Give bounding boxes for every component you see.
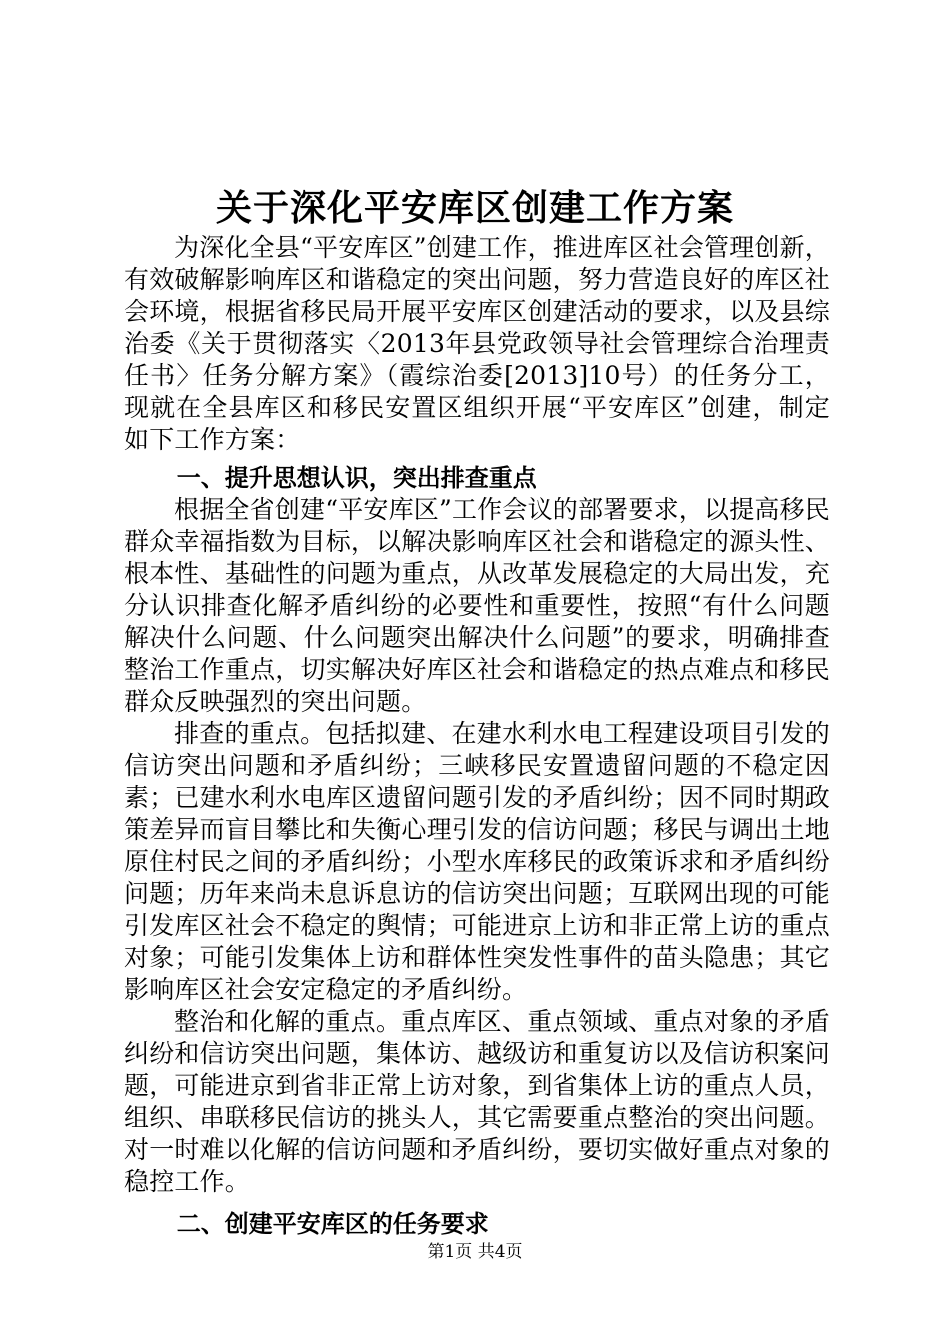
page-number: 第1页 共4页: [427, 1242, 523, 1262]
section-1-heading: 一、提升思想认识，突出排查重点: [176, 464, 537, 492]
section-2-heading: 二、创建平安库区的任务要求: [176, 1210, 489, 1238]
section-1-paragraph-1: 根据全省创建“平安库区”工作会议的部署要求，以提高移民群众幸福指数为目标，以解决影响库区社会和谐稳定的源头性、根本性、基础性的问题为重点，从改革发展稳定的大局出发，充分认识排查化解矛盾纠纷的必要性和重要性，按照“有什么问题解决什么问题、什么问题突出解决什么问题”的要求，明确排查整治工作重点，切实解决好库区社会和谐稳定的热点难点和移民群众反映强烈的突出问题。: [124, 495, 830, 716]
document-title: 关于深化平安库区创建工作方案: [215, 188, 734, 229]
document-body: [124, 232, 830, 1240]
section-1-paragraph-3: 整治和化解的重点。重点库区、重点领域、重点对象的矛盾纠纷和信访突出问题，集体访、越级访和重复访以及信访积案问题，可能进京到省非正常上访对象，到省集体上访的重点人员，组织、串联移民信访的挑头人，其它需要重点整治的突出问题。对一时难以化解的信访问题和矛盾纠纷，要切实做好重点对象的稳控工作。: [124, 1007, 830, 1196]
intro-paragraph: 为深化全县“平安库区”创建工作，推进库区社会管理创新，有效破解影响库区和谐稳定的突出问题，努力营造良好的库区社会环境，根据省移民局开展平安库区创建活动的要求，以及县综治委《关于贯彻落实〈2013年县党政领导社会管理综合治理责任书〉任务分解方案》（霞综治委[2013]10号）的任务分工，现就在全县库区和移民安置区组织开展“平安库区”创建，制定如下工作方案：: [124, 233, 830, 454]
section-1-paragraph-2: 排查的重点。包括拟建、在建水利水电工程建设项目引发的信访突出问题和矛盾纠纷；三峡移民安置遗留问题的不稳定因素；已建水利水电库区遗留问题引发的矛盾纠纷；因不同时期政策差异而盲目攀比和失衡心理引发的信访问题；移民与调出土地原住村民之间的矛盾纠纷；小型水库移民的政策诉求和矛盾纠纷问题；历年来尚未息诉息访的信访突出问题；互联网出现的可能引发库区社会不稳定的舆情；可能进京上访和非正常上访的重点对象；可能引发集体上访和群体性突发性事件的苗头隐患；其它影响库区社会安定稳定的矛盾纠纷。: [124, 719, 830, 1004]
